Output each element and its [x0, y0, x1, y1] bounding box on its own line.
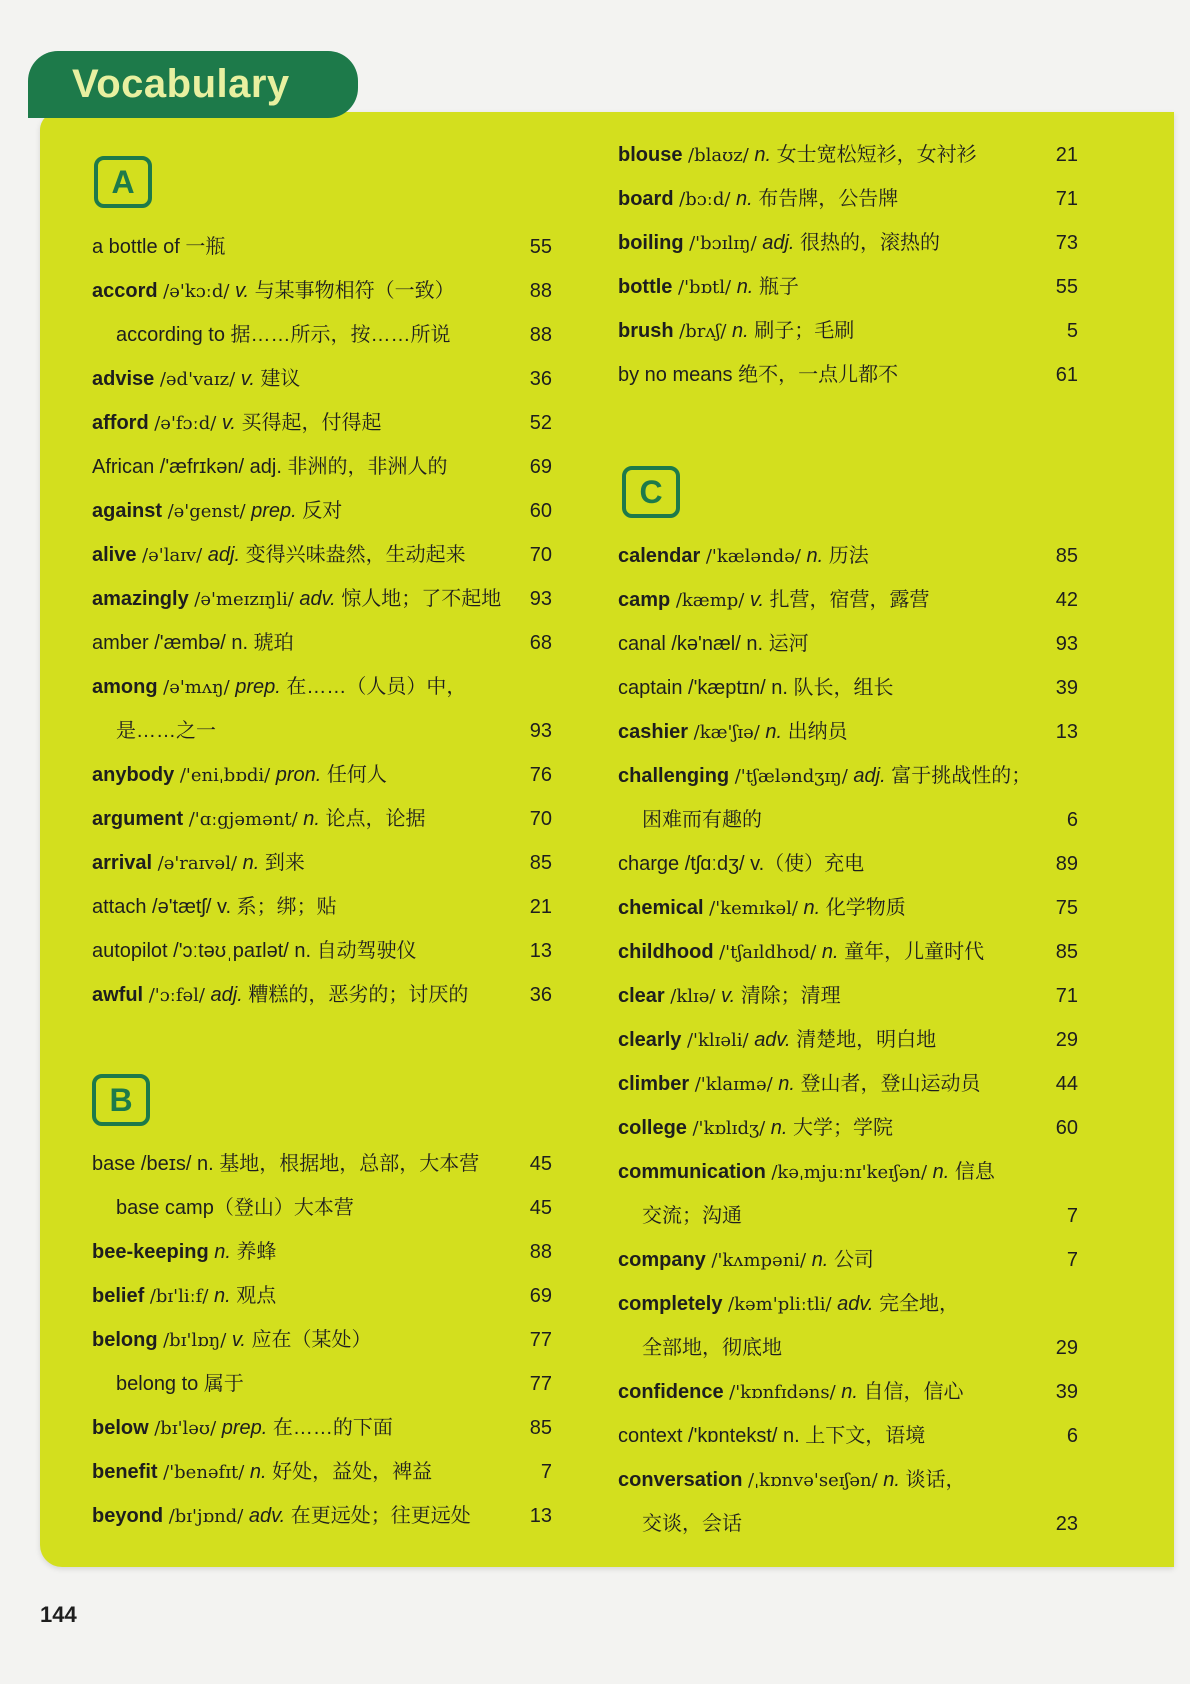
entry-part-of-speech: adv. [837, 1293, 874, 1315]
entry-headword: company [618, 1249, 706, 1271]
entry-page-number: 61 [1055, 364, 1078, 386]
vocab-entry [618, 1458, 1078, 1502]
entry-headword: anybody [92, 764, 175, 786]
entry-part-of-speech: n. [214, 1241, 231, 1263]
entry-headword: below [92, 1417, 149, 1439]
entry-headword: completely [618, 1293, 723, 1315]
entry-part-of-speech: n. [932, 1161, 950, 1183]
entry-headword: board [618, 188, 674, 210]
vocab-entry [92, 841, 552, 885]
entry-definition: 扎营，宿营，露营 [769, 589, 930, 611]
entry-page-number: 69 [529, 456, 552, 478]
entry-definition: canal /kə'næl/ n. 运河 [618, 633, 809, 655]
entry-phonetic: /'bɒtl/ [678, 277, 732, 298]
vocab-entry [618, 754, 1078, 798]
entry-phonetic: /əd'vaɪz/ [159, 369, 236, 390]
entry-page-number: 7 [1066, 1249, 1078, 1271]
vocab-entry [618, 1150, 1078, 1194]
entry-page-number: 85 [529, 1417, 552, 1439]
entry-definition: charge /tʃɑːdʒ/ v.（使）充电 [618, 853, 865, 875]
entry-phonetic: /blaʊz/ [688, 145, 749, 166]
entry-phonetic: /bɪ'jɒnd/ [168, 1506, 244, 1527]
entry-page-number: 89 [1055, 853, 1078, 875]
entry-page-number: 29 [1055, 1029, 1078, 1051]
entry-definition: 变得兴味盎然，生动起来 [245, 544, 466, 566]
entry-part-of-speech: n. [754, 144, 772, 166]
entry-page-number: 55 [529, 236, 552, 258]
entry-part-of-speech: n. [736, 276, 754, 298]
entry-part-of-speech: adj. [853, 765, 886, 787]
entry-definition: 登山者，登山运动员 [800, 1073, 981, 1095]
entry-definition: 历法 [828, 545, 869, 567]
entry-phonetic: /ə'mʌŋ/ [163, 677, 230, 698]
entry-page-number: 6 [1066, 809, 1078, 831]
entry-headword: alive [92, 544, 137, 566]
entry-page-number: 60 [529, 500, 552, 522]
entry-part-of-speech: adv. [754, 1029, 791, 1051]
entry-phonetic: /kəm'pliːtli/ [728, 1294, 832, 1315]
vocab-entry [618, 1106, 1078, 1150]
entry-phonetic: /ə'meɪzɪŋli/ [194, 589, 294, 610]
entry-page-number: 45 [529, 1153, 552, 1175]
entry-part-of-speech: n. [821, 941, 839, 963]
vocab-entry [618, 974, 1078, 1018]
entry-page-number: 7 [540, 1461, 552, 1483]
entry-page-number: 77 [529, 1329, 552, 1351]
vocab-entry [92, 489, 552, 533]
entry-part-of-speech: prep. [235, 676, 281, 698]
vocab-entry [618, 265, 1078, 309]
entry-page-number: 60 [1055, 1117, 1078, 1139]
entry-definition: according to 据……所示，按……所说 [116, 324, 451, 346]
entry-page-number: 77 [529, 1373, 552, 1395]
vocab-entry [92, 1494, 552, 1538]
entry-definition: 全部地，彻底地 [642, 1337, 782, 1359]
vocab-entry [618, 578, 1078, 622]
entry-page-number: 93 [529, 588, 552, 610]
vocab-entry [92, 1230, 552, 1274]
entry-part-of-speech: n. [213, 1285, 231, 1307]
entry-definition: 养蜂 [236, 1241, 277, 1263]
entry-phonetic: /'klaɪmə/ [694, 1074, 773, 1095]
entry-phonetic: /ə'raɪvəl/ [157, 853, 238, 874]
entry-part-of-speech: v. [240, 368, 255, 390]
entry-phonetic: /kæmp/ [675, 590, 745, 611]
entry-headword: beyond [92, 1505, 164, 1527]
entry-part-of-speech: n. [806, 545, 824, 567]
entry-headword: confidence [618, 1381, 724, 1403]
entry-definition: 交流；沟通 [642, 1205, 742, 1227]
entry-part-of-speech: n. [736, 188, 753, 210]
entry-definition: context /'kɒntekst/ n. 上下文，语境 [618, 1425, 926, 1447]
vocab-entry [92, 621, 552, 665]
entry-part-of-speech: n. [803, 897, 821, 919]
entry-phonetic: /'tʃæləndʒɪŋ/ [734, 766, 848, 787]
page-number: 144 [40, 1602, 77, 1627]
entry-headword: advise [92, 368, 155, 390]
entry-headword: communication [618, 1161, 766, 1183]
entry-part-of-speech: v. [721, 985, 736, 1007]
entry-headword: climber [618, 1073, 690, 1095]
vocab-entry [92, 313, 552, 357]
entry-definition: 化学物质 [825, 897, 906, 919]
entry-definition: 应在（某处） [251, 1329, 372, 1351]
vocab-entry [618, 1326, 1078, 1370]
vocab-entry [92, 929, 552, 973]
entry-headword: childhood [618, 941, 714, 963]
entry-page-number: 45 [529, 1197, 552, 1219]
entry-phonetic: /ˌkɒnvə'seɪʃən/ [748, 1470, 878, 1491]
entry-page-number: 71 [1055, 985, 1078, 1007]
entry-phonetic: /bɪ'ləʊ/ [154, 1418, 217, 1439]
entry-definition: 在……（人员）中， [286, 676, 467, 698]
entry-part-of-speech: adj. [207, 544, 241, 566]
entry-part-of-speech: prep. [251, 500, 297, 522]
entry-page-number: 73 [1055, 232, 1078, 254]
entry-headword: argument [92, 808, 184, 830]
entry-phonetic: /kəˌmjuːnɪ'keɪʃən/ [771, 1162, 928, 1183]
entry-phonetic: /ə'fɔːd/ [154, 413, 217, 434]
vocab-entry [618, 710, 1078, 754]
entry-headword: blouse [618, 144, 683, 166]
entry-page-number: 76 [529, 764, 552, 786]
vocab-entry [92, 1274, 552, 1318]
vocab-entry [92, 753, 552, 797]
entry-page-number: 85 [1055, 545, 1078, 567]
entry-part-of-speech: v. [221, 412, 236, 434]
entry-phonetic: /brʌʃ/ [679, 321, 727, 342]
entry-phonetic: /klɪə/ [670, 986, 716, 1007]
entry-definition: 在……的下面 [272, 1417, 393, 1439]
entry-page-number: 6 [1066, 1425, 1078, 1447]
vocab-entry [92, 885, 552, 929]
entry-page-number: 13 [529, 940, 552, 962]
vocab-entry [618, 798, 1078, 842]
vocab-entry [92, 1318, 552, 1362]
vocab-entry [92, 665, 552, 709]
vocab-entry [618, 534, 1078, 578]
entry-definition: 完全地， [879, 1293, 960, 1315]
entry-definition: 清楚地，明白地 [796, 1029, 937, 1051]
entry-part-of-speech: pron. [275, 764, 322, 786]
entry-definition: 困难而有趣的 [642, 809, 762, 831]
entry-page-number: 70 [529, 544, 552, 566]
entry-page-number: 29 [1055, 1337, 1078, 1359]
entry-definition: 刷子；毛刷 [754, 320, 855, 342]
entry-part-of-speech: adj. [762, 232, 795, 254]
entry-page-number: 42 [1055, 589, 1078, 611]
entry-page-number: 85 [529, 852, 552, 874]
entry-phonetic: /'tʃaɪldhʊd/ [719, 942, 817, 963]
vocab-entry [618, 1194, 1078, 1238]
entry-phonetic: /ə'laɪv/ [142, 545, 203, 566]
section-letter-b: B [92, 1074, 150, 1126]
entry-definition: 任何人 [326, 764, 387, 786]
entry-definition: a bottle of 一瓶 [92, 236, 226, 258]
entry-headword: benefit [92, 1461, 158, 1483]
vocab-entry [92, 1450, 552, 1494]
entry-headword: boiling [618, 232, 684, 254]
vocab-entry [618, 133, 1078, 177]
entry-definition: 公司 [833, 1249, 874, 1271]
entry-page-number: 21 [529, 896, 552, 918]
entry-headword: clearly [618, 1029, 682, 1051]
vocab-entry [92, 709, 552, 753]
vocab-entry [618, 1370, 1078, 1414]
vocab-entry [92, 1142, 552, 1186]
entry-part-of-speech: v. [235, 280, 250, 302]
vocab-entry [618, 1282, 1078, 1326]
entry-page-number: 75 [1055, 897, 1078, 919]
entry-definition: amber /'æmbə/ n. 琥珀 [92, 632, 294, 654]
vocab-entry [618, 1414, 1078, 1458]
entry-part-of-speech: prep. [221, 1417, 268, 1439]
vocab-entry [92, 973, 552, 1017]
page-title: Vocabulary [28, 51, 358, 118]
entry-definition: captain /'kæptɪn/ n. 队长，组长 [618, 677, 894, 699]
entry-phonetic: /bɪ'liːf/ [149, 1286, 209, 1307]
entry-headword: belong [92, 1329, 158, 1351]
entry-headword: accord [92, 280, 158, 302]
entry-phonetic: /'eniˌbɒdi/ [179, 765, 271, 786]
entry-page-number: 44 [1055, 1073, 1078, 1095]
vocab-entry [618, 309, 1078, 353]
vocab-entry [92, 225, 552, 269]
entry-definition: 糟糕的，恶劣的；讨厌的 [248, 984, 469, 1006]
entry-part-of-speech: n. [765, 721, 783, 743]
entry-headword: amazingly [92, 588, 189, 610]
entry-definition: 到来 [264, 852, 305, 874]
entry-phonetic: /'ɔːfəl/ [148, 985, 205, 1006]
entry-definition: African /'æfrɪkən/ adj. 非洲的，非洲人的 [92, 456, 448, 478]
entry-definition: 很热的，滚热的 [800, 232, 941, 254]
entry-page-number: 23 [1055, 1513, 1078, 1535]
entry-phonetic: /'klɪəli/ [686, 1030, 749, 1051]
entry-part-of-speech: n. [883, 1469, 900, 1491]
entry-part-of-speech: v. [749, 589, 764, 611]
entry-headword: bee-keeping [92, 1241, 209, 1263]
entry-headword: belief [92, 1285, 145, 1307]
entry-headword: camp [618, 589, 671, 611]
vocab-entry [618, 666, 1078, 710]
entry-headword: against [92, 500, 163, 522]
entry-definition: 惊人地；了不起地 [341, 588, 502, 610]
entry-page-number: 39 [1055, 1381, 1078, 1403]
entry-definition: 在更远处；往更远处 [290, 1505, 471, 1527]
entry-phonetic: /kæ'ʃɪə/ [693, 722, 760, 743]
entry-phonetic: /'bɔɪlɪŋ/ [689, 233, 757, 254]
entry-phonetic: /'kʌmpəni/ [711, 1250, 807, 1271]
entry-phonetic: /bɪ'lɒŋ/ [163, 1330, 227, 1351]
entry-page-number: 36 [529, 984, 552, 1006]
entry-page-number: 71 [1055, 188, 1078, 210]
entry-definition: 清除；清理 [740, 985, 841, 1007]
entry-page-number: 88 [529, 1241, 552, 1263]
entry-headword: clear [618, 985, 665, 1007]
entry-definition: 论点，论据 [325, 808, 426, 830]
entry-page-number: 55 [1055, 276, 1078, 298]
entry-phonetic: /'kæləndə/ [705, 546, 801, 567]
entry-headword: calendar [618, 545, 701, 567]
vocab-entry [92, 797, 552, 841]
entry-definition: base /beɪs/ n. 基地，根据地，总部，大本营 [92, 1153, 480, 1175]
entry-page-number: 52 [529, 412, 552, 434]
entry-part-of-speech: n. [242, 852, 260, 874]
entry-phonetic: /'kɒnfɪdəns/ [729, 1382, 836, 1403]
entry-page-number: 93 [1055, 633, 1078, 655]
entry-definition: 谈话， [905, 1469, 966, 1491]
entry-part-of-speech: n. [841, 1381, 858, 1403]
vocab-entry [618, 1238, 1078, 1282]
entry-definition: 买得起，付得起 [241, 412, 382, 434]
entry-phonetic: /'ɑːgjəmənt/ [188, 809, 298, 830]
entry-part-of-speech: n. [778, 1073, 795, 1095]
entry-headword: college [618, 1117, 687, 1139]
entry-part-of-speech: n. [811, 1249, 829, 1271]
entry-headword: bottle [618, 276, 673, 298]
entry-part-of-speech: n. [770, 1117, 788, 1139]
entry-definition: autopilot /'ɔːtəʊˌpaɪlət/ n. 自动驾驶仪 [92, 940, 417, 962]
vocab-entry [92, 533, 552, 577]
entry-phonetic: /'benəfɪt/ [163, 1462, 245, 1483]
entry-definition: 富于挑战性的； [891, 765, 1032, 787]
entry-headword: cashier [618, 721, 689, 743]
entry-headword: afford [92, 412, 149, 434]
section-letter-a: A [94, 156, 152, 208]
vocab-entry [618, 886, 1078, 930]
entry-definition: 布告牌，公告牌 [758, 188, 899, 210]
vocab-entry [92, 269, 552, 313]
vocab-entry [92, 1406, 552, 1450]
entry-page-number: 21 [1055, 144, 1078, 166]
entry-definition: 童年，儿童时代 [844, 941, 985, 963]
vocab-entry [92, 577, 552, 621]
entry-headword: awful [92, 984, 144, 1006]
vocab-entry [618, 1018, 1078, 1062]
entry-definition: 好处，益处，裨益 [272, 1461, 433, 1483]
entry-headword: among [92, 676, 158, 698]
entry-definition: 信息 [954, 1161, 995, 1183]
entry-page-number: 88 [529, 324, 552, 346]
vocab-entry [92, 1186, 552, 1230]
entry-definition: 自信，信心 [863, 1381, 964, 1403]
entry-part-of-speech: n. [303, 808, 320, 830]
vocab-entry [618, 177, 1078, 221]
entry-definition: 建议 [260, 368, 301, 390]
vocab-entry [92, 1362, 552, 1406]
entry-definition: 出纳员 [787, 721, 848, 743]
entry-definition: belong to 属于 [116, 1373, 244, 1395]
entry-page-number: 36 [529, 368, 552, 390]
section-letter-c: C [622, 466, 680, 518]
entry-part-of-speech: adv. [299, 588, 336, 610]
entry-page-number: 13 [1055, 721, 1078, 743]
entry-definition: 观点 [236, 1285, 277, 1307]
vocab-entry [618, 930, 1078, 974]
entry-part-of-speech: n. [249, 1461, 267, 1483]
entry-definition: 反对 [302, 500, 343, 522]
entry-definition: 瓶子 [758, 276, 799, 298]
entry-page-number: 39 [1055, 677, 1078, 699]
entry-page-number: 70 [529, 808, 552, 830]
vocab-entry [618, 353, 1078, 397]
vocab-entry [92, 445, 552, 489]
entry-headword: arrival [92, 852, 153, 874]
entry-headword: conversation [618, 1469, 743, 1491]
entry-page-number: 93 [529, 720, 552, 742]
vocab-entry [92, 401, 552, 445]
entry-page-number: 69 [529, 1285, 552, 1307]
entry-phonetic: /ə'kɔːd/ [163, 281, 230, 302]
entry-page-number: 13 [529, 1505, 552, 1527]
entry-headword: challenging [618, 765, 730, 787]
vocab-entry [618, 221, 1078, 265]
entry-definition: attach /ə'tætʃ/ v. 系；绑；贴 [92, 896, 337, 918]
entry-headword: chemical [618, 897, 704, 919]
vocab-entry [618, 842, 1078, 886]
entry-definition: 交谈，会话 [642, 1513, 742, 1535]
entry-page-number: 7 [1066, 1205, 1078, 1227]
vocab-entry [618, 622, 1078, 666]
entry-part-of-speech: adv. [248, 1505, 286, 1527]
vocab-entry [618, 1502, 1078, 1546]
entry-page-number: 85 [1055, 941, 1078, 963]
entry-definition: base camp（登山）大本营 [116, 1197, 354, 1219]
vocab-entry [92, 357, 552, 401]
entry-phonetic: /bɔːd/ [679, 189, 731, 210]
entry-definition: 女士宽松短衫，女衬衫 [776, 144, 977, 166]
entry-part-of-speech: v. [231, 1329, 246, 1351]
entry-definition: 是……之一 [116, 720, 216, 742]
entry-page-number: 68 [529, 632, 552, 654]
entry-definition: by no means 绝不，一点儿都不 [618, 364, 899, 386]
entry-headword: brush [618, 320, 674, 342]
entry-page-number: 88 [529, 280, 552, 302]
entry-page-number: 5 [1066, 320, 1078, 342]
entry-definition: 大学；学院 [793, 1117, 893, 1139]
entry-phonetic: /'kemɪkəl/ [709, 898, 798, 919]
entry-phonetic: /ə'genst/ [167, 501, 246, 522]
entry-part-of-speech: adj. [210, 984, 243, 1006]
entry-part-of-speech: n. [732, 320, 749, 342]
vocab-entry [618, 1062, 1078, 1106]
entry-phonetic: /'kɒlɪdʒ/ [692, 1118, 766, 1139]
entry-definition: 与某事物相符（一致） [254, 280, 455, 302]
